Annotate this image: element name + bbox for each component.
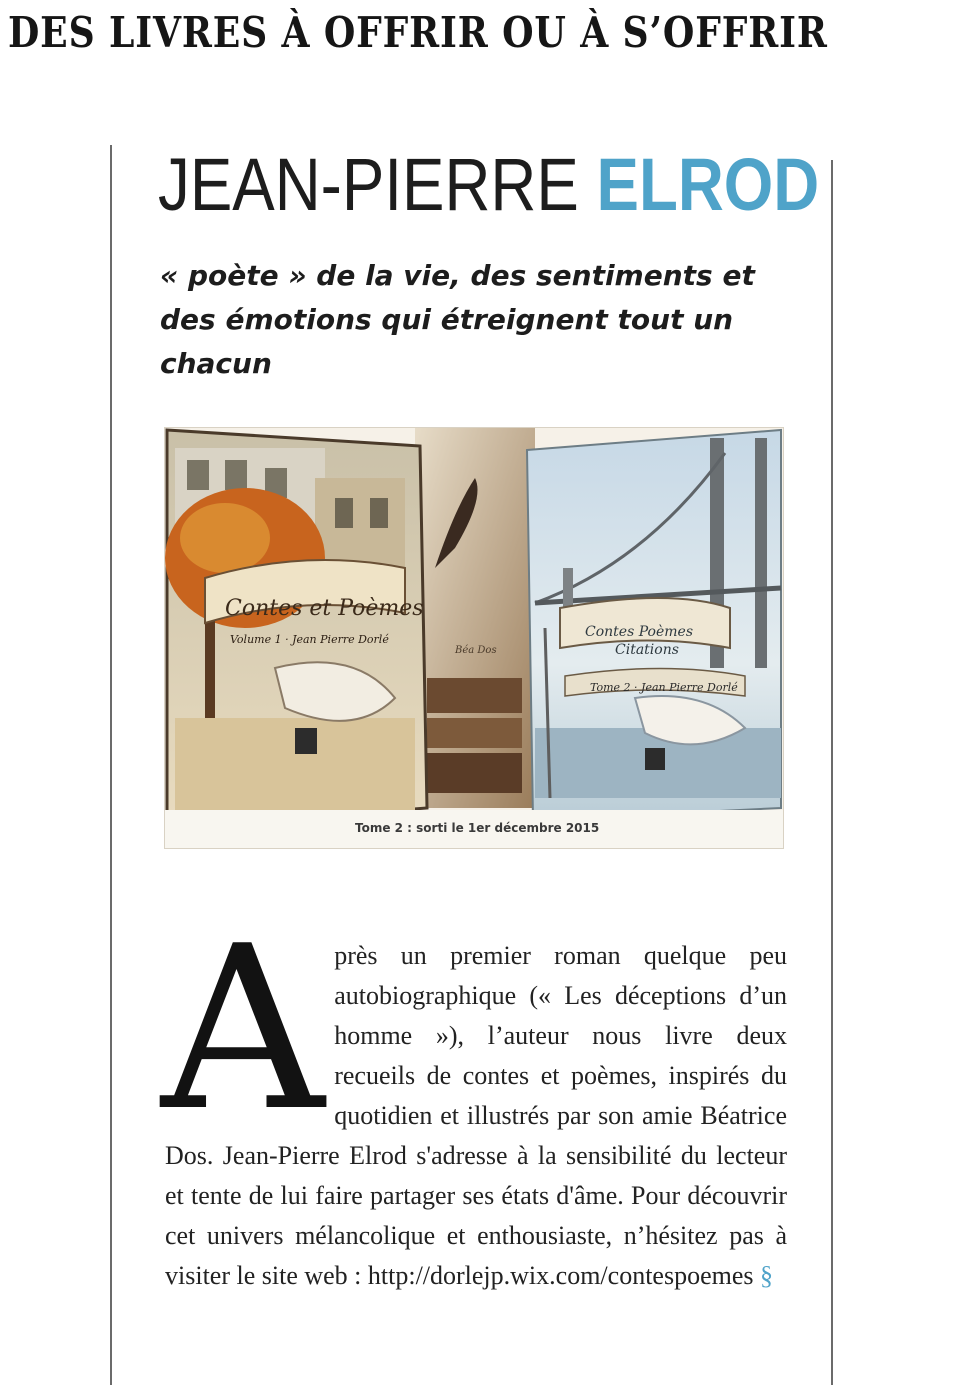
figure-caption: Tome 2 : sorti le 1er décembre 2015 (355, 821, 600, 835)
author-last-name: ELROD (596, 143, 820, 226)
book-covers-image (164, 427, 784, 849)
book-cover-tome-1 (165, 430, 427, 828)
book2-title-line2: Citations (615, 642, 679, 658)
author-first-name: JEAN-PIERRE (158, 143, 579, 226)
section-header: DES LIVRES À OFFRIR OU À S’OFFRIR (8, 8, 828, 57)
book-cover-tome-2 (527, 430, 781, 820)
column-rule-right (831, 160, 833, 1385)
book1-subtitle: Volume 1 · Jean Pierre Dorlé (230, 633, 389, 646)
drop-cap: A (161, 898, 325, 1161)
book2-subtitle: Tome 2 · Jean Pierre Dorlé (590, 681, 738, 694)
book1-title: Contes et Poèmes (225, 596, 424, 621)
end-mark-icon: § (760, 1261, 773, 1290)
center-label: Béa Dos (455, 645, 497, 656)
inkwell-icon (295, 728, 317, 754)
article-body-text: près un premier roman quelque peu autobiographique (« Les déceptions d’un homme »), l’auteur nous livre deux recueils de contes et poèmes, inspirés du quotidien et illustrés par son amie Béatrice Dos. Jean-Pierre Elrod s'adresse à la sensibilité du lecteur et tente de lui faire partager ses états d'âme. Pour découvrir cet univers mélancolique et enthousiaste, n’hésitez pas à visiter le site web : http://dorlejp.wix.com/contespoemes (165, 941, 787, 1290)
column-rule-left (110, 145, 112, 1385)
book2-title-line1: Contes Poèmes (585, 624, 694, 640)
article-body (161, 898, 787, 1296)
book-covers-illustration (165, 428, 783, 848)
article-title (158, 140, 819, 230)
article-subtitle: « poète » de la vie, des sentiments et des émotions qui étreignent tout un chacun (160, 259, 755, 380)
